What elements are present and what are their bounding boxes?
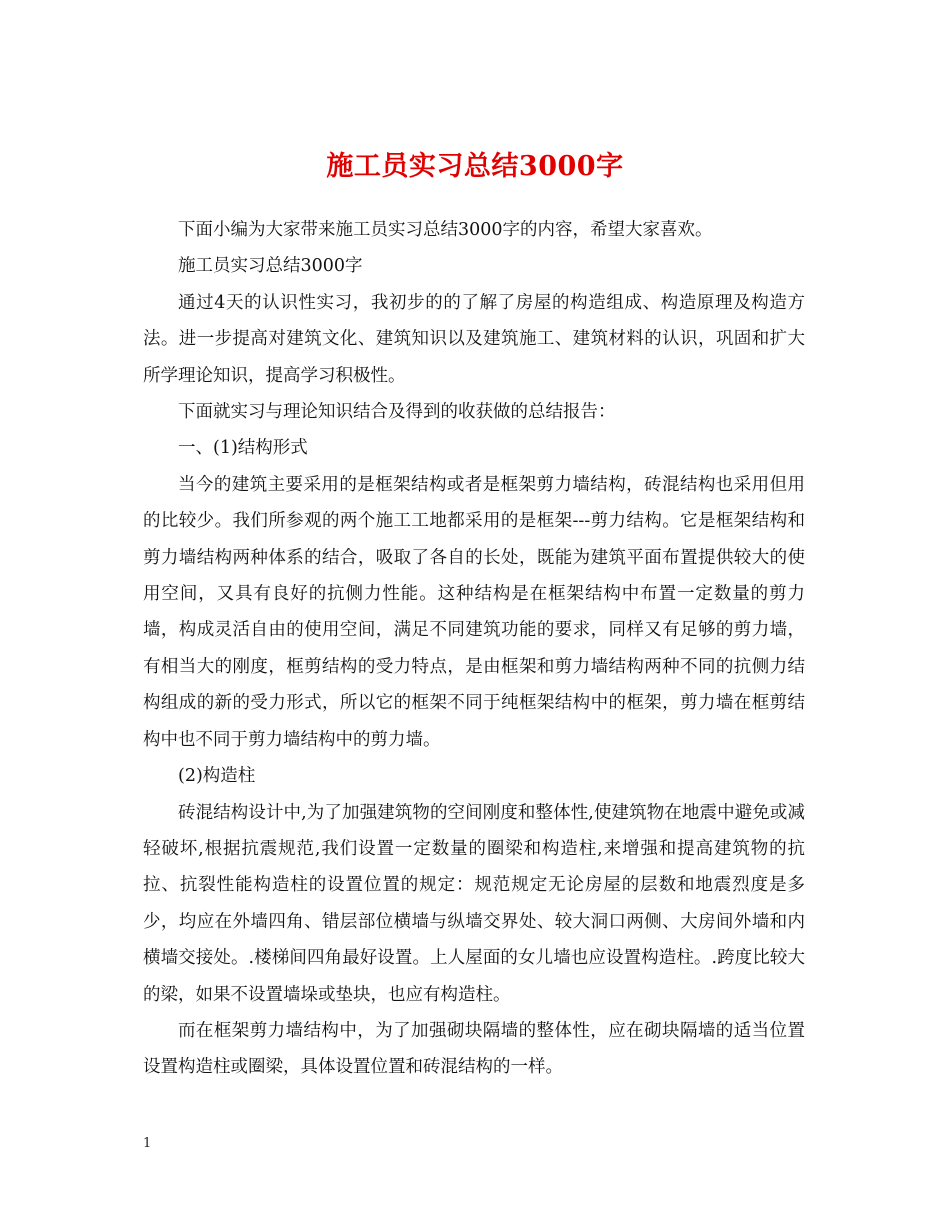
paragraph-internship-overview: 通过4天的认识性实习，我初步的的了解了房屋的构造组成、构造原理及构造方法。进一步提高对建筑文化、建筑知识以及建筑施工、建筑材料的认识，巩固和扩大所学理论知识，提高学习积极性。 bbox=[143, 292, 805, 386]
section-heading-structure-form: 一、(1)结构形式 bbox=[178, 438, 308, 459]
section-heading-construction-column: (2)构造柱 bbox=[178, 766, 256, 787]
paragraph-structure-form: 当今的建筑主要采用的是框架结构或者是框架剪力墙结构，砖混结构也采用但用的比较少。我们所参观的两个施工工地都采用的是框架---剪力结构。它是框架结构和剪力墙结构两种体系的结合，吸取了各自的长处，既能为建筑平面布置提供较大的使用空间，又具有良好的抗侧力性能。这种结构是在框架结构中布置一定数量的剪力墙，构成灵活自由的使用空间，满足不同建筑功能的要求，同样又有足够的剪力墙，有相当大的刚度，框剪结构的受力特点，是由框架和剪力墙结构两种不同的抗侧力结构组成的新的受力形式，所以它的框架不同于纯框架结构中的框架，剪力墙在框剪结构中也不同于剪力墙结构中的剪力墙。 bbox=[143, 474, 805, 750]
paragraph-intro: 下面小编为大家带来施工员实习总结3000字的内容，希望大家喜欢。 bbox=[178, 220, 713, 240]
paragraph-frame-shear-wall: 而在框架剪力墙结构中，为了加强砌块隔墙的整体性，应在砌块隔墙的适当位置设置构造柱或圈梁，具体设置位置和砖混结构的一样。 bbox=[143, 1020, 805, 1078]
paragraph-report-intro: 下面就实习与理论知识结合及得到的收获做的总结报告： bbox=[178, 402, 616, 423]
document-body bbox=[143, 212, 805, 1086]
page-number: 1 bbox=[143, 1136, 152, 1151]
paragraph-construction-column: 砖混结构设计中,为了加强建筑物的空间刚度和整体性,使建筑物在地震中避免或减轻破坏,根据抗震规范,我们设置一定数量的圈梁和构造柱,来增强和提高建筑物的抗拉、抗裂性能构造柱的设置位置的规定：规范规定无论房屋的层数和地震烈度是多少，均应在外墙四角、错层部位横墙与纵墙交界处、较大洞口两侧、大房间外墙和内横墙交接处。.楼梯间四角最好设置。上人屋面的女儿墙也应设置构造柱。.跨度比较大的梁，如果不设置墙垛或垫块，也应有构造柱。 bbox=[143, 802, 805, 1005]
paragraph-subtitle: 施工员实习总结3000字 bbox=[178, 256, 363, 277]
page-title: 施工员实习总结3000字 bbox=[326, 151, 624, 182]
